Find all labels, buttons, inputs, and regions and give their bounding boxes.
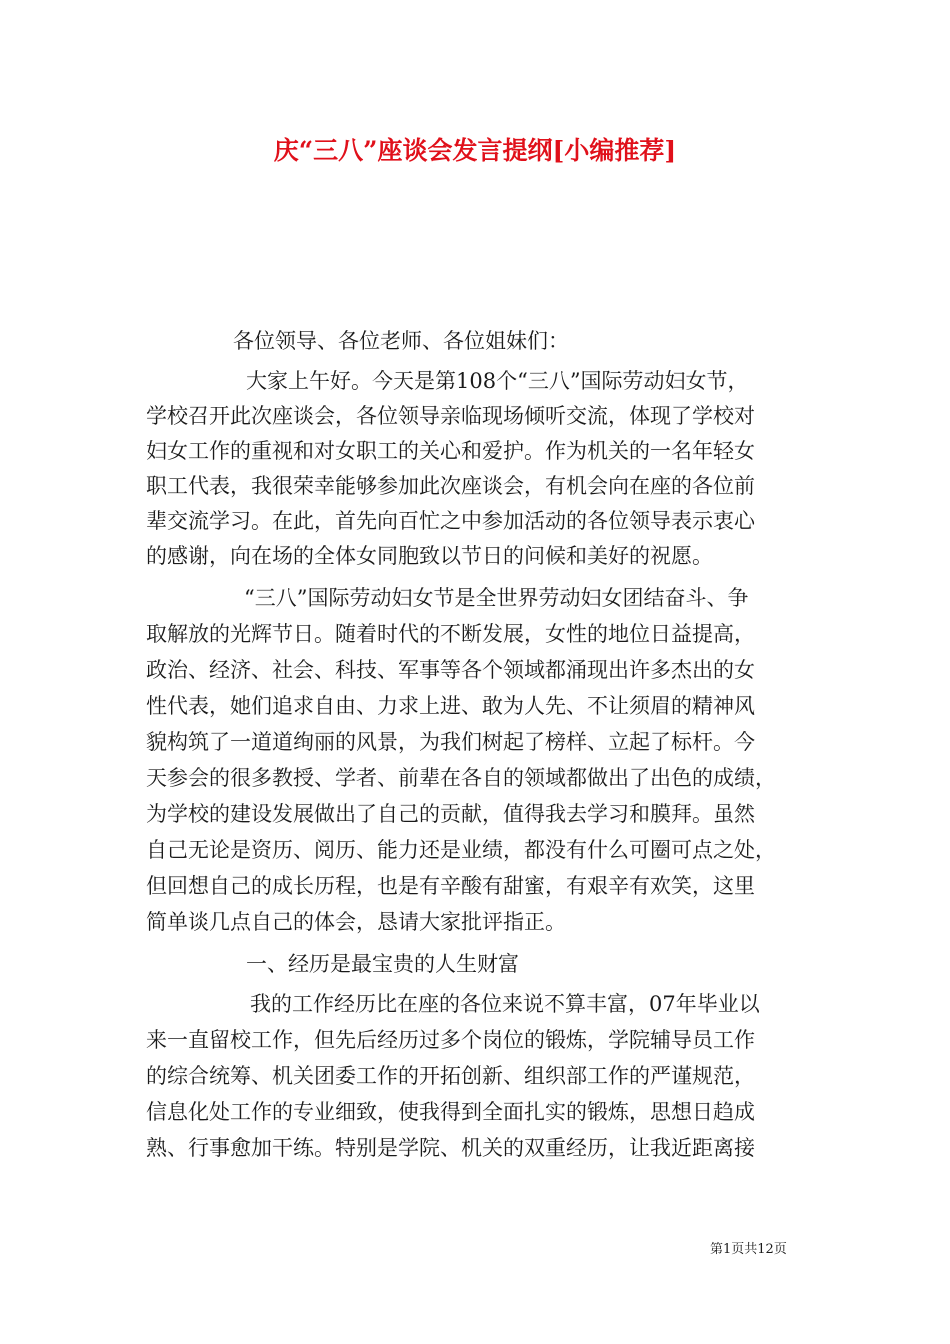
paragraph-line: 取解放的光辉节日。随着时代的不断发展，女性的地位日益提高， <box>146 622 755 646</box>
paragraph-line: 信息化处工作的专业细致，使我得到全面扎实的锻炼，思想日趋成 <box>146 1100 755 1124</box>
paragraph-line: 貌构筑了一道道绚丽的风景，为我们树起了榜样、立起了标杆。今 <box>146 730 755 754</box>
paragraph-line: 学校召开此次座谈会，各位领导亲临现场倾听交流，体现了学校对 <box>146 404 755 428</box>
salutation: 各位领导、各位老师、各位姐妹们： <box>233 329 569 353</box>
paragraph-line: 但回想自己的成长历程，也是有辛酸有甜蜜，有艰辛有欢笑，这里 <box>146 874 755 898</box>
document-title: 庆“三八”座谈会发言提纲[小编推荐] <box>273 136 677 165</box>
paragraph-line: 的综合统筹、机关团委工作的开拓创新、组织部工作的严谨规范， <box>146 1064 755 1088</box>
paragraph-line: 熟、行事愈加干练。特别是学院、机关的双重经历，让我近距离接 <box>146 1136 755 1160</box>
paragraph-line: 大家上午好。今天是第108个“三八”国际劳动妇女节， <box>246 369 749 393</box>
paragraph-line: 辈交流学习。在此，首先向百忙之中参加活动的各位领导表示衷心 <box>146 509 755 533</box>
paragraph-line: 的感谢，向在场的全体女同胞致以节日的问候和美好的祝愿。 <box>146 544 713 568</box>
paragraph-line: 天参会的很多教授、学者、前辈在各自的领域都做出了出色的成绩， <box>146 766 776 790</box>
section-heading: 一、经历是最宝贵的人生财富 <box>246 952 519 976</box>
paragraph-line: 我的工作经历比在座的各位来说不算丰富，07年毕业以 <box>250 992 760 1016</box>
paragraph-line: 职工代表，我很荣幸能够参加此次座谈会，有机会向在座的各位前 <box>146 474 755 498</box>
paragraph-line: 为学校的建设发展做出了自己的贡献，值得我去学习和膜拜。虽然 <box>146 802 755 826</box>
paragraph-line: 政治、经济、社会、科技、军事等各个领域都涌现出许多杰出的女 <box>146 658 755 682</box>
paragraph-line: 简单谈几点自己的体会，恳请大家批评指正。 <box>146 910 566 934</box>
paragraph-line: 性代表，她们追求自由、力求上进、敢为人先、不让须眉的精神风 <box>146 694 755 718</box>
paragraph-line: 来一直留校工作，但先后经历过多个岗位的锻炼，学院辅导员工作 <box>146 1028 755 1052</box>
paragraph-line: 妇女工作的重视和对女职工的关心和爱护。作为机关的一名年轻女 <box>146 439 755 463</box>
page-number-footer: 第1页共12页 <box>710 1242 787 1257</box>
paragraph-line: “三八”国际劳动妇女节是全世界劳动妇女团结奋斗、争 <box>244 586 749 610</box>
paragraph-line: 自己无论是资历、阅历、能力还是业绩，都没有什么可圈可点之处， <box>146 838 776 862</box>
